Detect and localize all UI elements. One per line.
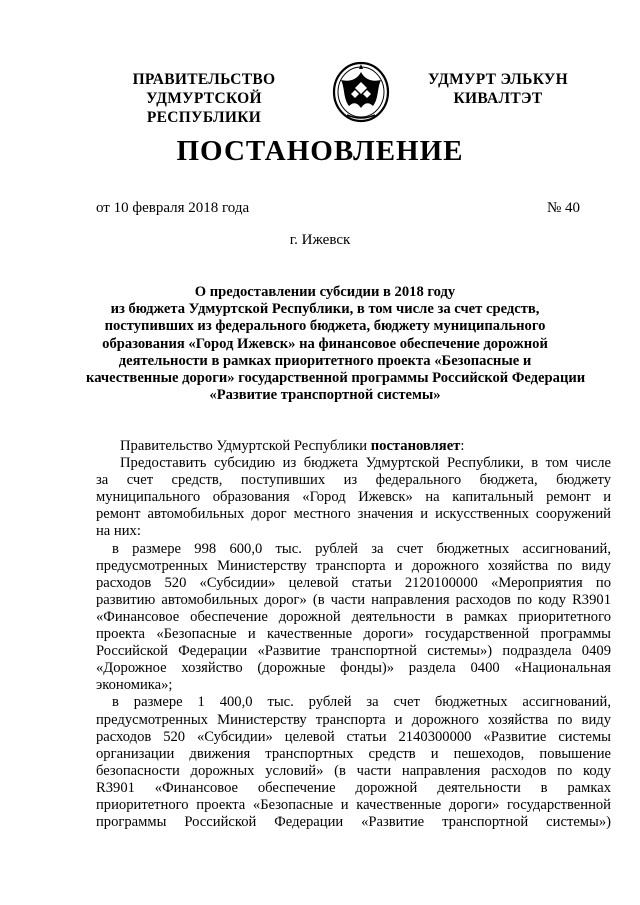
body-line: «Финансовое обеспечение дорожной деятельности в рамках приоритетного — [96, 608, 611, 625]
body-line: Предоставить субсидию из бюджета Удмуртской Республики, в том числе — [120, 455, 611, 472]
subject-line: деятельности в рамках приоритетного проекта «Безопасные и — [118, 352, 532, 369]
document-body — [96, 438, 611, 831]
document-city: г. Ижевск — [289, 232, 351, 248]
intro-colon: : — [460, 438, 465, 454]
intro-verb: постановляет — [370, 438, 461, 454]
header-right-line-1: УДМУРТ ЭЛЬКУН — [428, 71, 568, 88]
header-right — [418, 70, 578, 108]
subject-line: образования «Город Ижевск» на финансовое обеспечение дорожной — [102, 335, 548, 352]
body-line: организации движения транспортных средств и пешеходов, повышение — [96, 745, 611, 762]
header-left-line-1: ПРАВИТЕЛЬСТВО — [132, 71, 276, 88]
udmurt-coat-of-arms-icon — [329, 58, 393, 124]
body-line: экономика»; — [96, 677, 173, 694]
subject-line: качественные дороги» государственной программы Российской Федерации — [86, 370, 586, 387]
body-line: муниципального образования «Город Ижевск» на капитальный ремонт и — [96, 489, 611, 506]
intro-text: Правительство Удмуртской Республики — [120, 438, 371, 454]
document-subject — [86, 284, 586, 404]
body-line: расходов 520 «Субсидии» целевой статьи 2120100000 «Мероприятия по — [96, 574, 611, 591]
body-line: расходов 520 «Субсидии» целевой статьи 2140300000 «Развитие системы — [96, 728, 611, 745]
body-line: предусмотренных Министерству транспорта и дорожного хозяйства по виду — [96, 711, 611, 728]
document-date: от 10 февраля 2018 года — [96, 200, 250, 216]
header-right-line-2: КИВАЛТЭТ — [453, 90, 543, 107]
body-line: проекта «Безопасные и качественные дороги» государственной программы — [96, 626, 611, 643]
body-line: за счет средств, поступивших из федерального бюджета, бюджету — [96, 472, 611, 489]
body-line: предусмотренных Министерству транспорта и дорожного хозяйства по виду — [96, 557, 611, 574]
body-line: ремонт автомобильных дорог местного значения и искусственных сооружений — [96, 506, 611, 523]
body-line: в размере 998 600,0 тыс. рублей за счет бюджетных ассигнований, — [112, 540, 611, 557]
subject-line: О предоставлении субсидии в 2018 году — [194, 284, 456, 300]
body-line: развитию автомобильных дорог» (в части направления расходов по коду R3901 — [96, 591, 611, 608]
body-line: на них: — [96, 523, 141, 540]
body-line: «Дорожное хозяйство (дорожные фонды)» раздела 0400 «Национальная — [96, 660, 611, 677]
body-line: Российской Федерации «Развитие транспортной системы») подраздела 0409 — [96, 643, 611, 660]
subject-line: поступивших из федерального бюджета, бюджету муниципального — [104, 318, 546, 335]
document-type-title: ПОСТАНОВЛЕНИЕ — [176, 135, 464, 167]
body-line: R3901 «Финансовое обеспечение дорожной деятельности в рамках — [96, 779, 611, 796]
body-line: приоритетного проекта «Безопасные и качественные дороги» государственной — [96, 796, 611, 813]
header-left-line-2: УДМУРТСКОЙ РЕСПУБЛИКИ — [146, 90, 262, 126]
subject-line: «Развитие транспортной системы» — [209, 387, 441, 404]
body-line: безопасности дорожных условий» (в части направления расходов по коду — [96, 762, 611, 779]
body-line: в размере 1 400,0 тыс. рублей за счет бюджетных ассигнований, — [112, 694, 611, 711]
intro-paragraph — [96, 438, 611, 455]
body-line: программы Российской Федерации «Развитие транспортной системы») — [96, 814, 611, 831]
header-left — [96, 70, 312, 127]
subject-line: из бюджета Удмуртской Республики, в том числе за счет средств, — [110, 301, 540, 318]
document-number: № 40 — [546, 200, 580, 216]
